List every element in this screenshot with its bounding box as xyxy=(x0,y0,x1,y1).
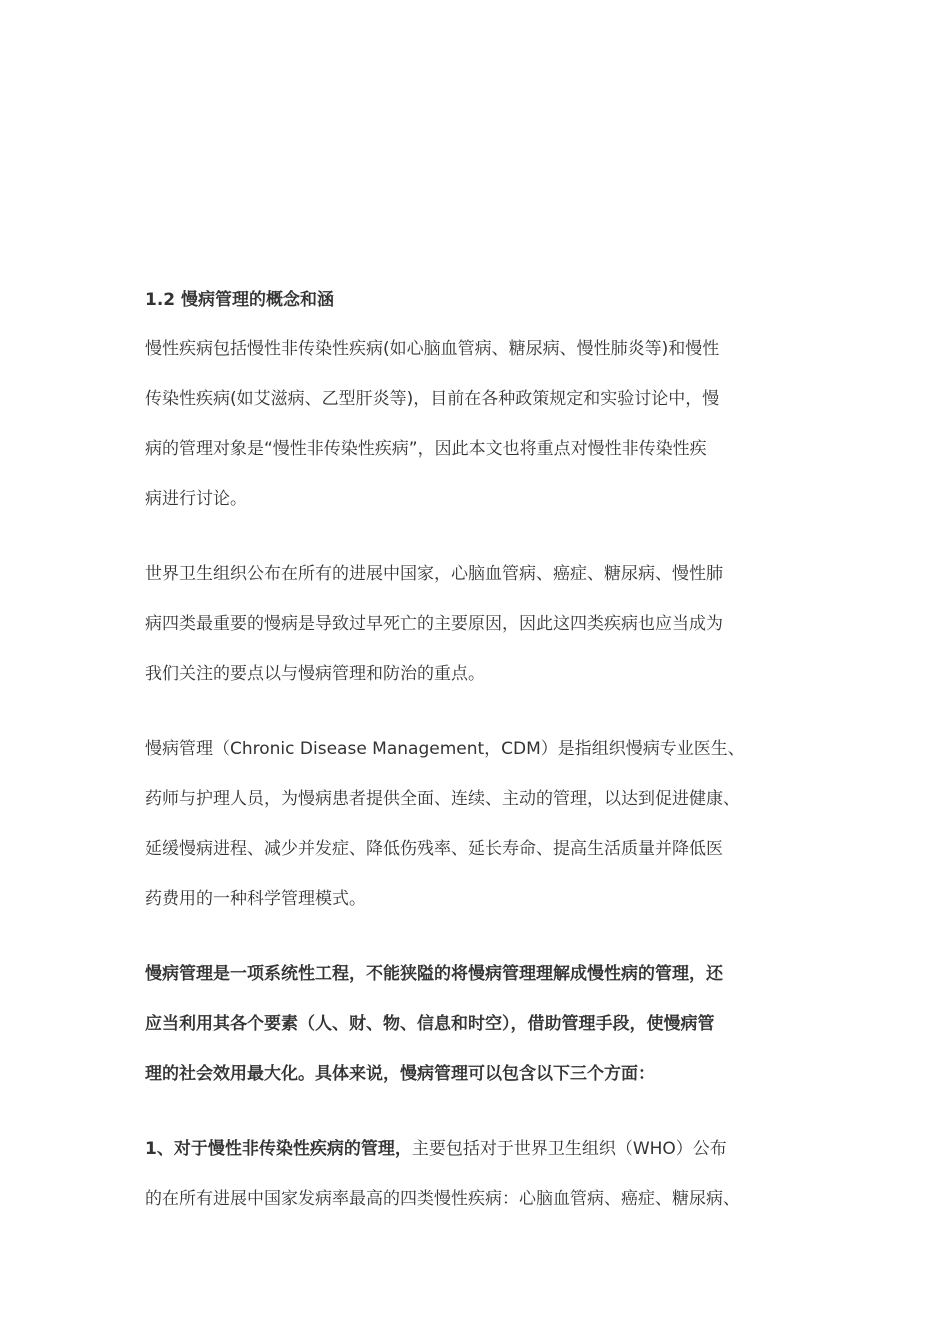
list-item-line: 的在所有进展中国家发病率最高的四类慢性疾病：心脑血管病、癌症、糖尿病、 xyxy=(145,1189,740,1209)
paragraph-line: 世界卫生组织公布在所有的进展中国家，心脑血管病、癌症、糖尿病、慢性肺 xyxy=(145,564,723,584)
list-item-text: 主要包括对于世界卫生组织（WHO）公布 xyxy=(411,1139,727,1159)
paragraph-line: 理的社会效用最大化。具体来说，慢病管理可以包含以下三个方面： xyxy=(145,1064,655,1084)
paragraph-line: 药费用的一种科学管理模式。 xyxy=(145,889,366,909)
list-item-line xyxy=(145,1124,815,1174)
section-heading: 1.2 慢病管理的概念和涵 xyxy=(145,290,335,310)
list-item-lead: 1、对于慢性非传染性疾病的管理， xyxy=(145,1139,412,1159)
paragraph-line: 延缓慢病进程、减少并发症、降低伤残率、延长寿命、提高生活质量并降低医 xyxy=(145,839,723,859)
document-body xyxy=(145,286,815,1249)
paragraph-chronic-disease-definition xyxy=(145,324,815,524)
list-item-1 xyxy=(145,1124,815,1224)
paragraph-system-engineering xyxy=(145,949,815,1099)
paragraph-cdm-definition xyxy=(145,724,815,924)
paragraph-line: 病进行讨论。 xyxy=(145,489,247,509)
paragraph-line: 应当利用其各个要素（人、财、物、信息和时空），借助管理手段，使慢病管 xyxy=(145,1014,715,1034)
paragraph-line: 病的管理对象是“慢性非传染性疾病”，因此本文也将重点对慢性非传染性疾 xyxy=(145,439,707,459)
paragraph-line: 我们关注的要点以与慢病管理和防治的重点。 xyxy=(145,664,485,684)
paragraph-line: 慢性疾病包括慢性非传染性疾病(如心脑血管病、糖尿病、慢性肺炎等)和慢性 xyxy=(145,339,720,359)
paragraph-line: 慢病管理是一项系统性工程，不能狭隘的将慢病管理理解成慢性病的管理，还 xyxy=(145,964,723,984)
paragraph-who-four-diseases xyxy=(145,549,815,699)
paragraph-line: 慢病管理（Chronic Disease Management，CDM）是指组织慢病专业医生、 xyxy=(145,739,745,759)
paragraph-line: 药师与护理人员，为慢病患者提供全面、连续、主动的管理，以达到促进健康、 xyxy=(145,789,740,809)
paragraph-line: 病四类最重要的慢病是导致过早死亡的主要原因，因此这四类疾病也应当成为 xyxy=(145,614,723,634)
paragraph-line: 传染性疾病(如艾滋病、乙型肝炎等)，目前在各种政策规定和实验讨论中，慢 xyxy=(145,389,720,409)
